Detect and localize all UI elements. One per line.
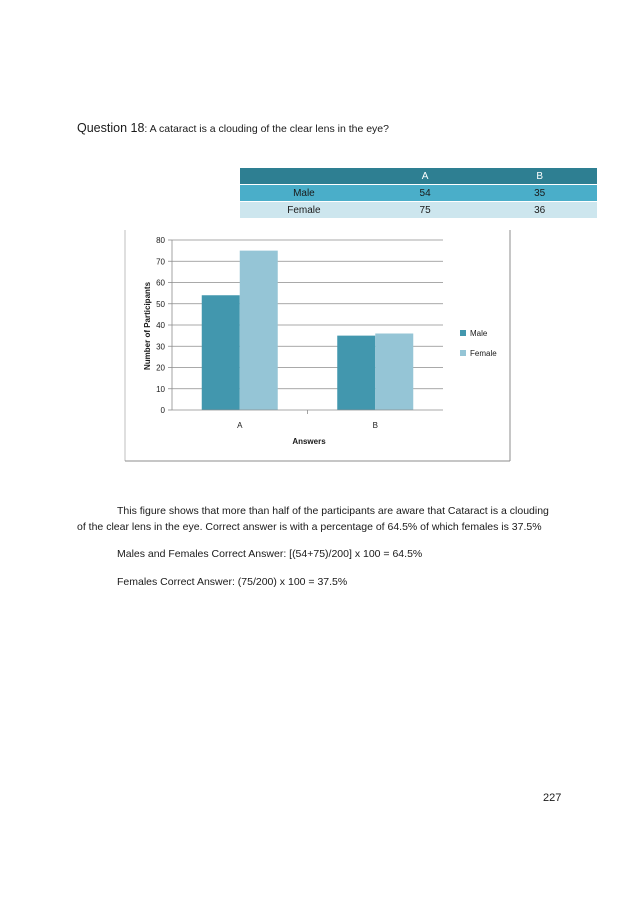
formula-line: Males and Females Correct Answer: [(54+75)/200] x 100 = 64.5% bbox=[117, 548, 423, 560]
chart-frame bbox=[125, 230, 510, 461]
x-tick-label: B bbox=[372, 421, 378, 430]
table-cell: 75 bbox=[368, 202, 483, 219]
bar-female-a bbox=[240, 251, 278, 410]
legend-label-male: Male bbox=[470, 329, 488, 338]
page-number: 227 bbox=[543, 792, 562, 804]
y-tick-label: 40 bbox=[156, 321, 165, 330]
table-header-cell: B bbox=[482, 168, 597, 185]
y-tick-label: 0 bbox=[160, 406, 165, 415]
table-cell: 36 bbox=[482, 202, 597, 219]
x-tick-label: A bbox=[237, 421, 243, 430]
y-tick-label: 70 bbox=[156, 257, 165, 267]
question-number: Question 18 bbox=[77, 121, 145, 135]
legend-swatch-female bbox=[460, 350, 466, 356]
y-axis-label: Number of Participants bbox=[143, 281, 152, 371]
bar-male-b bbox=[337, 336, 375, 410]
y-tick-label: 30 bbox=[156, 342, 165, 352]
x-axis-label: Answers bbox=[292, 437, 326, 446]
chart-legend bbox=[460, 329, 497, 358]
bar-female-b bbox=[375, 334, 413, 411]
y-tick-label: 50 bbox=[156, 299, 165, 309]
legend-swatch-male bbox=[460, 330, 466, 336]
y-tick-label: 60 bbox=[156, 278, 165, 288]
table-row-label: Female bbox=[240, 202, 368, 219]
formula-line: Females Correct Answer: (75/200) x 100 = 37.5% bbox=[117, 576, 348, 588]
y-tick-label: 20 bbox=[156, 363, 165, 373]
table-header-cell: A bbox=[368, 168, 483, 185]
question-text: : A cataract is a clouding of the clear lens in the eye? bbox=[144, 123, 389, 135]
paragraph-line: This figure shows that more than half of the participants are aware that Cataract is a clouding bbox=[117, 505, 549, 517]
y-tick-label: 10 bbox=[156, 384, 165, 394]
paragraph-line: of the clear lens in the eye. Correct answer is with a percentage of 64.5% of which females is 37.5% bbox=[77, 521, 542, 533]
table-cell: 54 bbox=[368, 185, 483, 202]
table-row-label: Male bbox=[240, 185, 368, 202]
y-tick-label: 80 bbox=[156, 236, 165, 245]
bar-male-a bbox=[202, 295, 240, 410]
legend-label-female: Female bbox=[470, 349, 497, 358]
table-cell: 35 bbox=[482, 185, 597, 202]
